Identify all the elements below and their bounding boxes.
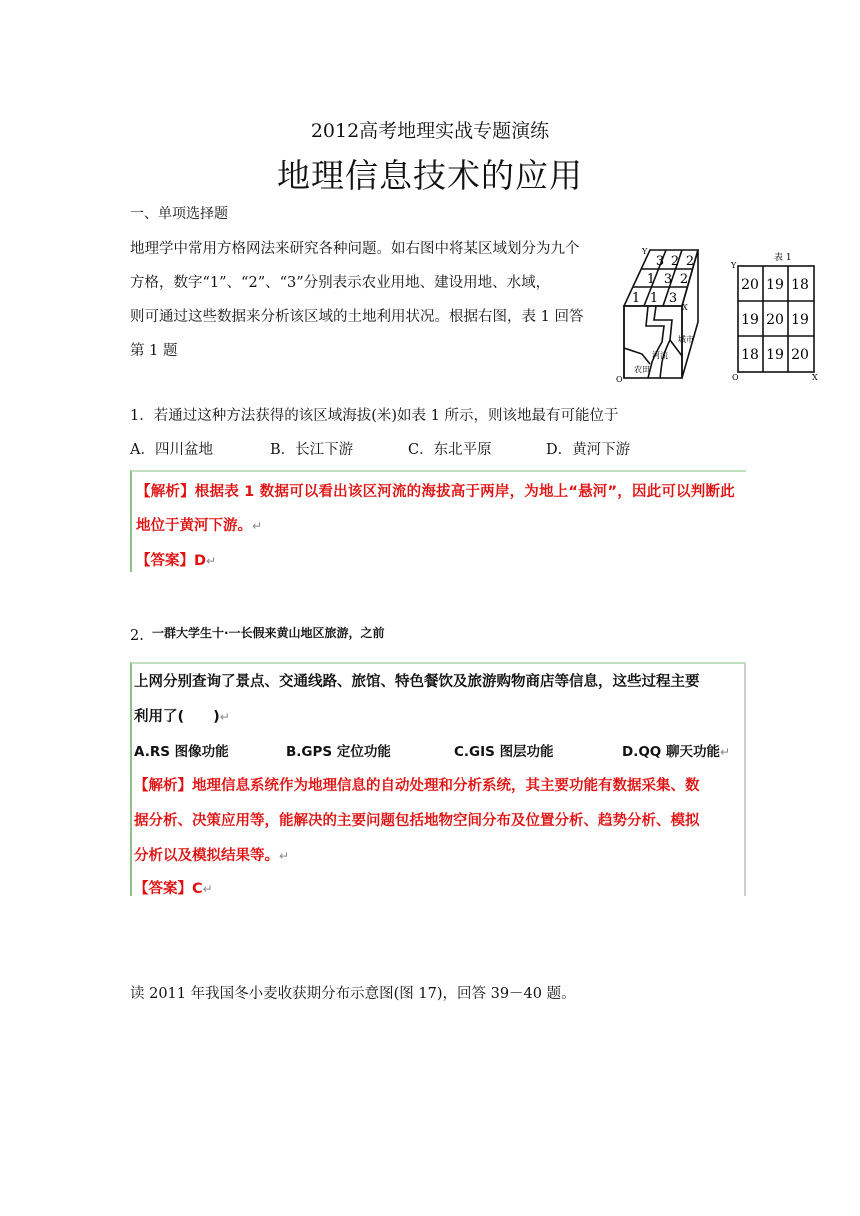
q1-option-a: A．四川盆地 — [130, 442, 213, 458]
grid-cell: 1 — [646, 272, 656, 287]
table1-cell: 18 — [791, 277, 809, 293]
grid-cell: 2 — [670, 254, 680, 269]
q2-option-b: B.GPS 定位功能 — [286, 744, 391, 760]
farm-label: 农田 — [634, 365, 650, 374]
grid-cell: 2 — [679, 272, 689, 287]
table1-cell: 19 — [766, 347, 784, 363]
q2-answer: 【答案】C↵ — [134, 881, 213, 897]
table1-cell: 19 — [741, 312, 759, 328]
table1-figure — [728, 250, 828, 382]
grid-block-figure — [612, 244, 712, 384]
q2-option-d: D.QQ 聊天功能 — [622, 744, 720, 760]
table1-cell: 20 — [766, 312, 784, 328]
axis-y-label: Y — [642, 247, 648, 256]
intro-paragraph — [130, 232, 605, 368]
grid-cell: 3 — [655, 254, 665, 269]
intro-line: 第 1 题 — [130, 343, 178, 359]
q2-analysis-line: 分析以及模拟结果等。↵ — [134, 848, 290, 864]
q2-stem-head: 一群大学生十·一长假来黄山地区旅游，之前 — [152, 626, 385, 640]
q2-content-box — [130, 662, 746, 896]
q2-option-c: C.GIS 图层功能 — [454, 744, 554, 760]
intro-line: 则可通过这些数据来分析该区域的土地利用状况。根据右图，表 1 回答 — [130, 309, 584, 325]
q1-option-b: B．长江下游 — [270, 442, 354, 458]
table1-axis-y: Y — [731, 261, 737, 270]
q2-number: 2. — [130, 628, 144, 644]
q1-stem: 1．若通过这种方法获得的该区域海拔(米)如表 1 所示，则该地最有可能位于 — [130, 408, 619, 424]
q2-options: A.RS 图像功能 B.GPS 定位功能 C.GIS 图层功能 D.QQ 聊天功能↵ — [134, 740, 744, 760]
q1-answer: 【答案】D↵ — [136, 553, 217, 569]
section-heading: 一、单项选择题 — [130, 206, 228, 222]
grid-cell: 2 — [685, 254, 695, 269]
intro-line: 地理学中常用方格网法来研究各种问题。如右图中将某区域划分为九个 — [130, 241, 580, 257]
table1-axis-x: X — [812, 373, 818, 382]
table1-axis-o: O — [732, 373, 739, 382]
q1-options — [130, 438, 670, 459]
grid-cell: 1 — [649, 291, 659, 306]
q1-analysis-line: 【解析】根据表 1 数据可以看出该区河流的海拔高于两岸，为地上“悬河”，因此可以判断此 — [136, 484, 735, 500]
document-title: 地理信息技术的应用 — [277, 156, 583, 195]
table1-cell: 19 — [791, 312, 809, 328]
q2-analysis-line: 【解析】地理信息系统作为地理信息的自动处理和分析系统，其主要功能有数据采集、数 — [134, 778, 700, 794]
q2-analysis-line: 据分析、决策应用等，能解决的主要问题包括地物空间分布及位置分析、趋势分析、模拟 — [134, 813, 700, 829]
river-label: 河流 — [652, 351, 668, 360]
table1-cell: 20 — [791, 347, 809, 363]
axis-x-label: X — [682, 303, 688, 312]
table1-cell: 20 — [741, 277, 759, 293]
closing-paragraph: 读 2011 年我国冬小麦收获期分布示意图(图 17)，回答 39－40 题。 — [130, 986, 576, 1002]
q2-option-a: A.RS 图像功能 — [134, 744, 229, 760]
city-label: 城市 — [678, 335, 694, 344]
q2-stem-line: 利用了( )↵ — [134, 709, 230, 725]
document-subtitle: 2012高考地理实战专题演练 — [310, 120, 550, 142]
q1-option-c: C．东北平原 — [408, 442, 492, 458]
intro-line: 方格，数字“1”、“2”、“3”分别表示农业用地、建设用地、水域， — [130, 275, 551, 291]
grid-cell: 1 — [631, 291, 641, 306]
q1-analysis-line: 地位于黄河下游。↵ — [136, 518, 263, 534]
table1-title: 表 1 — [774, 253, 792, 263]
axis-o-label: O — [616, 375, 623, 384]
grid-cell: 3 — [668, 291, 678, 306]
q1-analysis-box — [130, 470, 746, 572]
q1-option-d: D．黄河下游 — [546, 442, 631, 458]
q2-stem-line: 上网分别查询了景点、交通线路、旅馆、特色餐饮及旅游购物商店等信息，这些过程主要 — [134, 674, 700, 690]
grid-cell: 3 — [663, 272, 673, 287]
table1-cell: 18 — [741, 347, 759, 363]
table1-cell: 19 — [766, 277, 784, 293]
